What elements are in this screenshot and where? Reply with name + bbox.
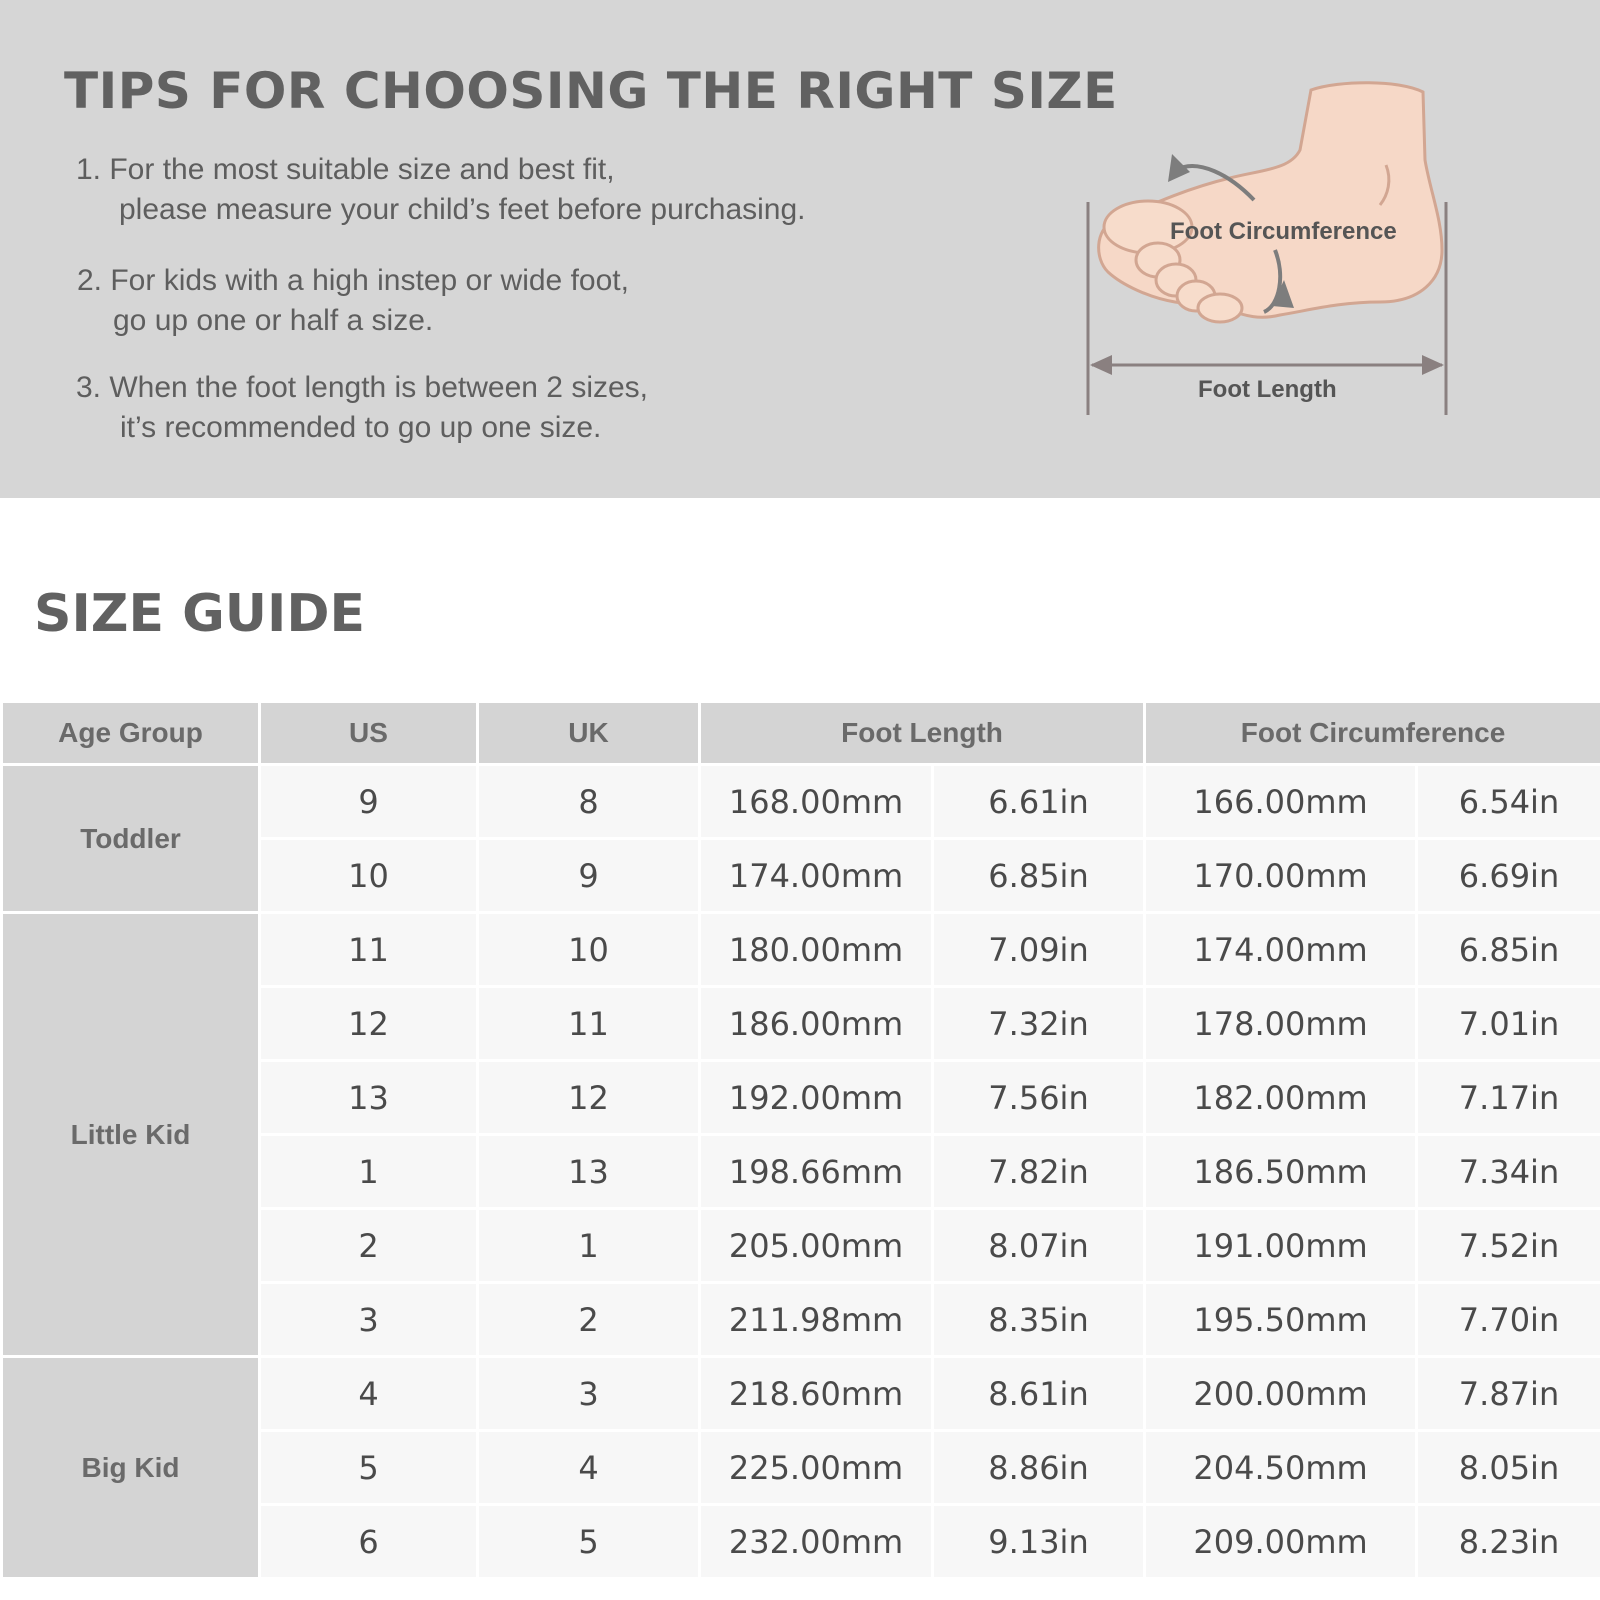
foot-circumference-in-cell: 7.52in — [1417, 1209, 1600, 1283]
foot-circumference-in-cell: 7.17in — [1417, 1061, 1600, 1135]
foot-length-mm-cell: 225.00mm — [700, 1431, 933, 1505]
foot-circumference-in-cell: 8.23in — [1417, 1505, 1600, 1579]
age-group-cell: Little Kid — [2, 913, 260, 1357]
header-foot-circumference: Foot Circumference — [1145, 702, 1600, 765]
foot-circumference-label: Foot Circumference — [1170, 218, 1397, 245]
foot-circumference-in-cell: 8.05in — [1417, 1431, 1600, 1505]
foot-circumference-mm-cell: 170.00mm — [1145, 839, 1417, 913]
foot-circumference-in-cell: 7.01in — [1417, 987, 1600, 1061]
foot-length-in-cell: 6.61in — [933, 765, 1145, 839]
foot-length-mm-cell: 168.00mm — [700, 765, 933, 839]
foot-circumference-mm-cell: 174.00mm — [1145, 913, 1417, 987]
us-size-cell: 2 — [260, 1209, 478, 1283]
foot-circumference-in-cell: 6.69in — [1417, 839, 1600, 913]
us-size-cell: 12 — [260, 987, 478, 1061]
tip-2-line-2: go up one or half a size. — [113, 304, 434, 337]
uk-size-cell: 12 — [478, 1061, 700, 1135]
age-group-cell: Big Kid — [2, 1357, 260, 1579]
foot-length-mm-cell: 218.60mm — [700, 1357, 933, 1431]
tip-item-3 — [76, 368, 648, 448]
us-size-cell: 13 — [260, 1061, 478, 1135]
uk-size-cell: 10 — [478, 913, 700, 987]
uk-size-cell: 13 — [478, 1135, 700, 1209]
foot-length-in-cell: 7.09in — [933, 913, 1145, 987]
foot-circumference-in-cell: 7.34in — [1417, 1135, 1600, 1209]
table-row — [2, 913, 1600, 987]
foot-circumference-mm-cell: 186.50mm — [1145, 1135, 1417, 1209]
us-size-cell: 4 — [260, 1357, 478, 1431]
uk-size-cell: 4 — [478, 1431, 700, 1505]
table-header-row — [2, 702, 1600, 765]
foot-length-label: Foot Length — [1198, 376, 1337, 403]
uk-size-cell: 3 — [478, 1357, 700, 1431]
foot-length-mm-cell: 205.00mm — [700, 1209, 933, 1283]
foot-circumference-in-cell: 7.70in — [1417, 1283, 1600, 1357]
us-size-cell: 5 — [260, 1431, 478, 1505]
uk-size-cell: 5 — [478, 1505, 700, 1579]
foot-circumference-mm-cell: 191.00mm — [1145, 1209, 1417, 1283]
foot-circumference-in-cell: 6.54in — [1417, 765, 1600, 839]
foot-circumference-mm-cell: 178.00mm — [1145, 987, 1417, 1061]
tip-3-line-2: it’s recommended to go up one size. — [120, 411, 602, 444]
foot-length-mm-cell: 211.98mm — [700, 1283, 933, 1357]
uk-size-cell: 8 — [478, 765, 700, 839]
size-guide-title: SIZE GUIDE — [34, 584, 366, 644]
us-size-cell: 10 — [260, 839, 478, 913]
foot-length-in-cell: 9.13in — [933, 1505, 1145, 1579]
foot-length-in-cell: 7.82in — [933, 1135, 1145, 1209]
uk-size-cell: 2 — [478, 1283, 700, 1357]
foot-length-mm-cell: 174.00mm — [700, 839, 933, 913]
uk-size-cell: 9 — [478, 839, 700, 913]
us-size-cell: 3 — [260, 1283, 478, 1357]
foot-length-mm-cell: 192.00mm — [700, 1061, 933, 1135]
tip-item-2 — [77, 261, 629, 341]
foot-length-in-cell: 8.07in — [933, 1209, 1145, 1283]
us-size-cell: 1 — [260, 1135, 478, 1209]
foot-length-mm-cell: 180.00mm — [700, 913, 933, 987]
foot-length-mm-cell: 186.00mm — [700, 987, 933, 1061]
foot-measurement-diagram — [1080, 70, 1480, 430]
header-us: US — [260, 702, 478, 765]
foot-circumference-mm-cell: 195.50mm — [1145, 1283, 1417, 1357]
size-guide-table — [0, 700, 1600, 1580]
table-row — [2, 765, 1600, 839]
tip-2-line-1: 2. For kids with a high instep or wide foot, — [77, 264, 629, 297]
foot-length-mm-cell: 232.00mm — [700, 1505, 933, 1579]
us-size-cell: 9 — [260, 765, 478, 839]
tip-3-line-1: 3. When the foot length is between 2 sizes, — [76, 371, 649, 404]
tips-section — [0, 0, 1600, 498]
foot-circumference-mm-cell: 166.00mm — [1145, 765, 1417, 839]
foot-circumference-mm-cell: 209.00mm — [1145, 1505, 1417, 1579]
table-row — [2, 1357, 1600, 1431]
uk-size-cell: 1 — [478, 1209, 700, 1283]
us-size-cell: 6 — [260, 1505, 478, 1579]
header-age-group: Age Group — [2, 702, 260, 765]
us-size-cell: 11 — [260, 913, 478, 987]
header-foot-length: Foot Length — [700, 702, 1145, 765]
tip-1-line-1: 1. For the most suitable size and best fit, — [76, 153, 615, 186]
foot-length-in-cell: 6.85in — [933, 839, 1145, 913]
foot-length-in-cell: 7.32in — [933, 987, 1145, 1061]
foot-circumference-in-cell: 7.87in — [1417, 1357, 1600, 1431]
foot-circumference-mm-cell: 204.50mm — [1145, 1431, 1417, 1505]
foot-circumference-in-cell: 6.85in — [1417, 913, 1600, 987]
tips-title: TIPS FOR CHOOSING THE RIGHT SIZE — [64, 62, 1118, 120]
tip-item-1 — [76, 150, 806, 230]
foot-length-in-cell: 8.86in — [933, 1431, 1145, 1505]
foot-circumference-mm-cell: 200.00mm — [1145, 1357, 1417, 1431]
uk-size-cell: 11 — [478, 987, 700, 1061]
foot-length-mm-cell: 198.66mm — [700, 1135, 933, 1209]
tip-1-line-2: please measure your child’s feet before purchasing. — [119, 193, 806, 226]
age-group-cell: Toddler — [2, 765, 260, 913]
foot-length-in-cell: 7.56in — [933, 1061, 1145, 1135]
foot-length-in-cell: 8.35in — [933, 1283, 1145, 1357]
header-uk: UK — [478, 702, 700, 765]
foot-circumference-mm-cell: 182.00mm — [1145, 1061, 1417, 1135]
foot-length-in-cell: 8.61in — [933, 1357, 1145, 1431]
